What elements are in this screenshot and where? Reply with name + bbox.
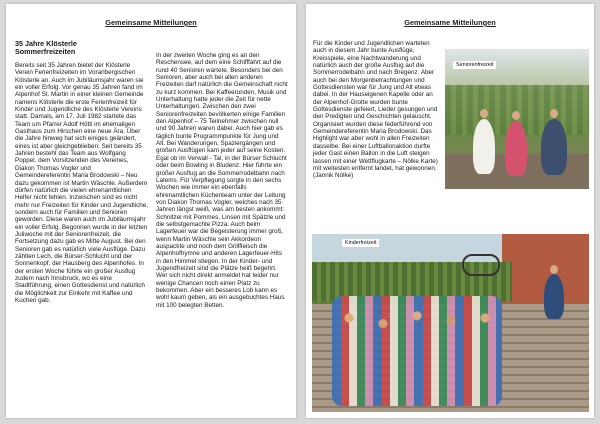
photo-sky <box>445 49 589 89</box>
article-title-line-1: 35 Jahre Klösterle <box>15 39 77 48</box>
senior-head <box>550 109 558 118</box>
column-2 <box>156 52 288 309</box>
right-page <box>306 4 594 418</box>
photo-bicycle <box>462 254 500 276</box>
senior-person <box>541 119 567 175</box>
senior-head <box>512 111 520 120</box>
senior-head <box>480 109 488 118</box>
header-text: Gemeinsame Mitteilungen <box>105 18 197 27</box>
page-header-left <box>6 18 296 27</box>
child-head <box>550 265 558 274</box>
child-on-wall <box>544 274 564 319</box>
column-3-text: Für die Kinder und Jugendlichen warteten auch in diesem Jahr bunte Ausflüge, Kreisspiele, eine Nachtwanderung und natürlich auch der große Ausflug auf die Sommerrodelbahn und nach Bregenz. Aber auch bei den Morgenbetrachtungen und Gottesdiensten war für Jung und Alt etwas dabei. In der Hauseigenen Kapelle oder an der Alpenhof-Grotte wurden bunte Gottesdienste gefeiert, Lieder gesungen und den Predigten und Geschichten gelauscht. Organisiert wurden diese federführend von Gemeindereferentin Maria Brodowski. Das Highlight war aber wohl in allen Freizeiten dasselbe: Bei einer Luftballonaktion durfte jeder Gast einen Ballon in die Luft steigen lassen mit einer Wettflugkarte – Nölke Karte) mit weitesten entfernt landet, hat gewonnen. (Jannik Nölke) <box>313 40 438 180</box>
photo-label-children: Kinderfreizeit <box>342 239 379 247</box>
column-3 <box>313 40 443 180</box>
left-page <box>6 4 296 418</box>
photo-children-group <box>332 296 502 406</box>
column-1-text: Bereits seit 35 Jahren bietet der Klösterle Verein Ferienfreizeiten im Vorarlbergischen Klösterle an. Auch im Jubiläumsjahr waren sie ein voller Erfolg. Vor genau 35 Jahren fand im Alpenhof St. Martin in einer kleinen Gemeinde namens Klösterle die erste Ferienfreizeit für Kinder und Jugendliche des Klösterle Vereins statt. Damals, am 17. Juli 1982 startete das Team um Pfarrer Adolf Hötti im ehemaligen Gasthaus zum Hirschen eine neue Ära. Über die Jahre hinweg hat sich einiges geändert, eines ist aber gleichgeblieben: Seit bereits 35 Jahren besteht das Team aus Wolfgang Poppel, dem Vorsitzenden des Vereines, Diakon Thomas Vogler und Gemeindereferentin Maria Brodowski – Neu dazu gekommen ist Martin Wäschle. Außerdem dürfen natürlich die vielen ehrenamtlichen Helfer nicht fehlen. Inzwischen sind es nicht mehr nur Freizeiten für Kinder und Jugendliche, sondern auch für Familien und Senioren geworden. Diese waren auch im Jubiläumsjahr ein voller Erfolg. Begonnen wurde in der letzten Juliwoche mit der Seniorenfreizeit, die Fortsetzung dazu gab es Mitte August. Bei den Senioren gab es natürlich viele Ausflüge. Dazu zählten Lech, die Bürser-Schlucht und der Sonnenkopf, der Hausberg des Alpenhofes. In der ersten Woche führte ein großer Ausflug zudem nach Innsbruck, wo es eine Stadtführung, einen Gottesdienst und natürlich die Möglichkeit zur Einkehr mit Kaffee und Kuchen gab. <box>15 62 149 304</box>
page-header-right <box>306 18 594 27</box>
article-title-line-2: Sommerfreizeiten <box>15 47 76 56</box>
article-title <box>15 40 148 56</box>
photo-label-seniors: Seniorenfreizeit <box>453 61 496 69</box>
column-2-text: In der zweiten Woche ging es an den Reschensee, auf dem eine Schifffahrt auf die rund 40 Senioren wartete. Besonders bei den Senioren, aber auch bei allen anderen Freizeiten darf natürlich die Gemeinschaft nicht zu kurz kommen. Bei Kaffeerunden, Musik und Unterhaltung hatte jeder die Zeit für nette Unterhaltungen. Zwischen den zwei Seniorenfreizeiten bevölkerten einige Familien den Alpenhof – 75 Teilnehmer zwischen null und 90 Jahren waren dabei. Auch hier gab es täglich bunte Programmpunkte für Jung und Alt. Bei Wanderungen, Spaziergängen und großen Ausflügen kam jeder auf seine Kosten. Egal ob im Verwall - Tal, in der Bürser Schlucht oder beim Bowling in Bludenz. Hier führte ein großer Ausflug an die Sommerrodelbahn nach Latems. Für Verpflegung sorgte in den sechs Wochen wie immer ein ebenfalls ehrenamtlichen Küchenteam unter der Leitung von Diakon Thomas Vogler, welches nach 35 Jahren längst weiß, was am besten ankommt: Schnitzel mit Pommes, Linsen mit Spätzle und die selbstgemachte Pizza. Auch beim Lagerfeuer war die Begeisterung immer groß, wenn Martin Wäschle sein Akkordeon auspackte und noch dem Grillfleisch die Alpenhofhymne und anderen Lagerfeuer-Hits in den Himmel stiegen. In der Kinder- und Jugendfreizeit sind die Plätze heiß begehrt. Wer sich nicht direkt anmeldet hat leider nur wenige Chancen noch einen Platz zu bekommen. Aber ein besseres Lob kann es wohl kaum geben, als ein ausgebuchtes Haus mit 100 belegten Betten. <box>156 52 288 309</box>
senior-person <box>505 121 527 176</box>
senior-photo <box>445 49 589 189</box>
header-text: Gemeinsame Mitteilungen <box>404 18 496 27</box>
children-photo <box>312 234 589 412</box>
column-1 <box>15 40 148 304</box>
senior-person <box>473 119 495 174</box>
